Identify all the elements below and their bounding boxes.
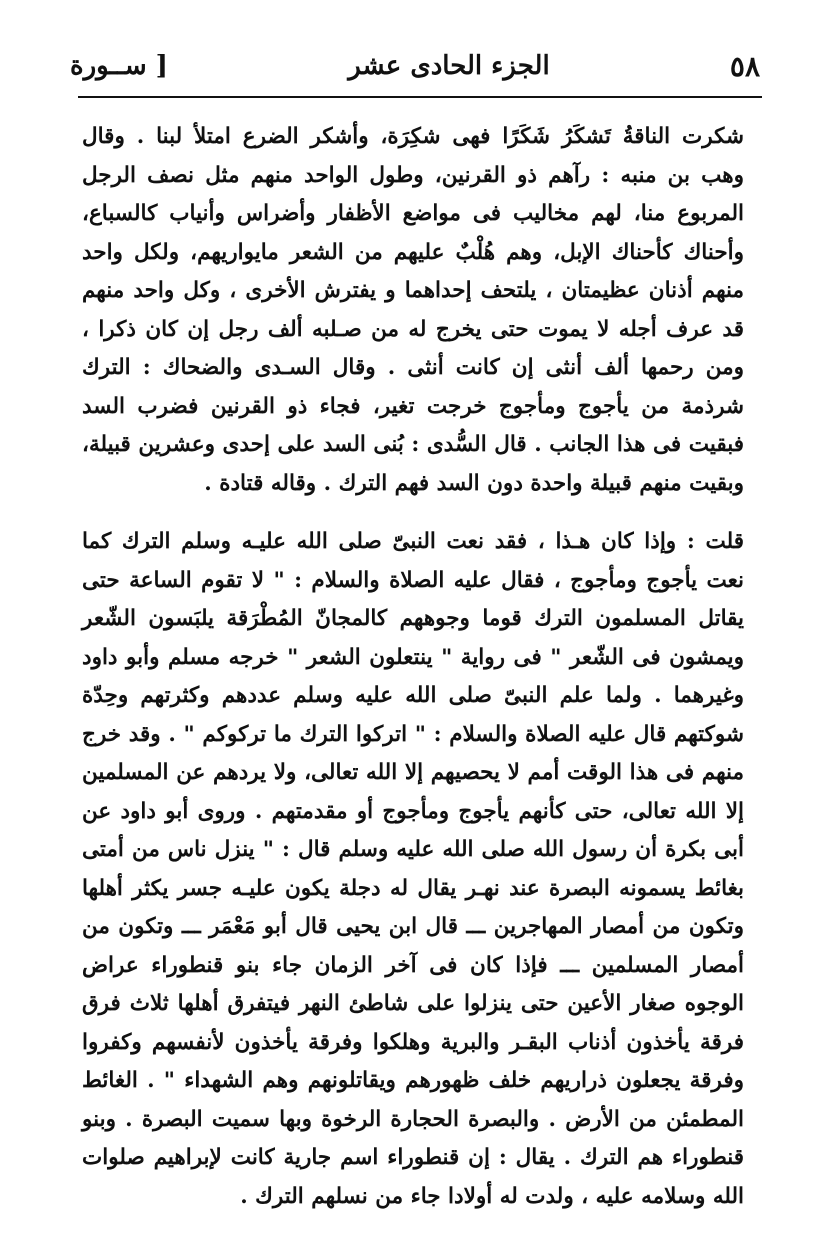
running-title: الجزء الحادى عشر — [348, 51, 550, 81]
paragraph-1: شكرت الناقةُ تَشكَرُ شَكَرًا فهى شكِرَة، وأشكر الضرع امتلأ لبنا . وقال وهب بن منبه : رآهم ذو القرنين، وطول الواحد منهم مثل نصف الرجل المربوع منا، لهم مخاليب فى مواضع الأظفار وأضراس وأنياب كالسباع، وأحناك كأحناك الإبل، وهم هُلْبٌ عليهم من الشعر مايواريهم، ولكل واحد منهم أذنان عظيمتان ، يلتحف إحداهما و يفترش الأخرى ، وكل واحد منهم قد عرف أجله لا يموت حتى يخرج له من صـلبه ألف رجل إن كان ذكرا ، ومن رحمها ألف أنثى إن كانت أنثى . وقال السـدى والضحاك : الترك شرذمة من يأجوج ومأجوج خرجت تغير، فجاء ذو القرنين فضرب السد فبقيت فى هذا الجانب . قال السُّدى : بُنى السد على إحدى وعشرين قبيلة، وبقيت منهم قبيلة واحدة دون السد فهم الترك . وقاله قتادة . — [82, 124, 744, 496]
paragraph-2: قلت : وإذا كان هـذا ، فقد نعت النبىّ صلى الله عليـه وسلم الترك كما نعت يأجوج ومأجوج ، فقال عليه الصلاة والسلام : " لا تقوم الساعة حتى يقاتل المسلمون الترك قوما وجوههم كالمجانّ المُطْرَقة يلبَسون الشّعر ويمشون فى الشّعر " فى رواية " ينتعلون الشعر " خرجه مسلم وأبو داود وغيرهما . ولما علم النبىّ صلى الله عليه وسلم عددهم وكثرتهم وحِدّة شوكتهم قال عليه الصلاة والسلام : " اتركوا الترك ما تركوكم " . وقد خرج منهم فى هذا الوقت أمم لا يحصيهم إلا الله تعالى، ولا يردهم عن المسلمين إلا الله تعالى، حتى كأنهم يأجوج ومأجوج أو مقدمتهم . وروى أبو داود عن أبى بكرة أن رسول الله صلى الله عليه وسلم قال : " ينزل ناس من أمتى بغائط يسمونه البصرة عند نهـر يقال له دجلة يكون عليـه جسر يكثر أهلها وتكون من أمصار المهاجرين ـــ قال ابن يحيى قال أبو مَعْمَر ـــ وتكون من أمصار المسلمين ـــ فإذا كان فى آخر الزمان جاء بنو قنطوراء عراض الوجوه صغار الأعين حتى ينزلوا على شاطئ النهر فيتفرق أهلها ثلاث فرق فرقة يأخذون أذناب البقـر والبرية وهلكوا وفرقة يأخذون لأنفسهم وكفروا وفرقة يجعلون ذراريهم خلف ظهورهم ويقاتلونهم وهم الشهداء " . الغائط المطمئن من الأرض . والبصرة الحجارة الرخوة وبها سميت البصرة . وبنو قنطوراء هم الترك . يقال : إن قنطوراء اسم جارية كانت لإبراهيم صلوات الله وسلامه عليه ، ولدت له أولادا جاء من نسلهم الترك . — [82, 529, 745, 1209]
page-number: ٥٨ — [729, 49, 760, 83]
page-body — [82, 118, 744, 1216]
surah-label: [ ســورة — [70, 51, 168, 81]
page-header — [70, 40, 760, 92]
header-rule — [78, 96, 762, 98]
